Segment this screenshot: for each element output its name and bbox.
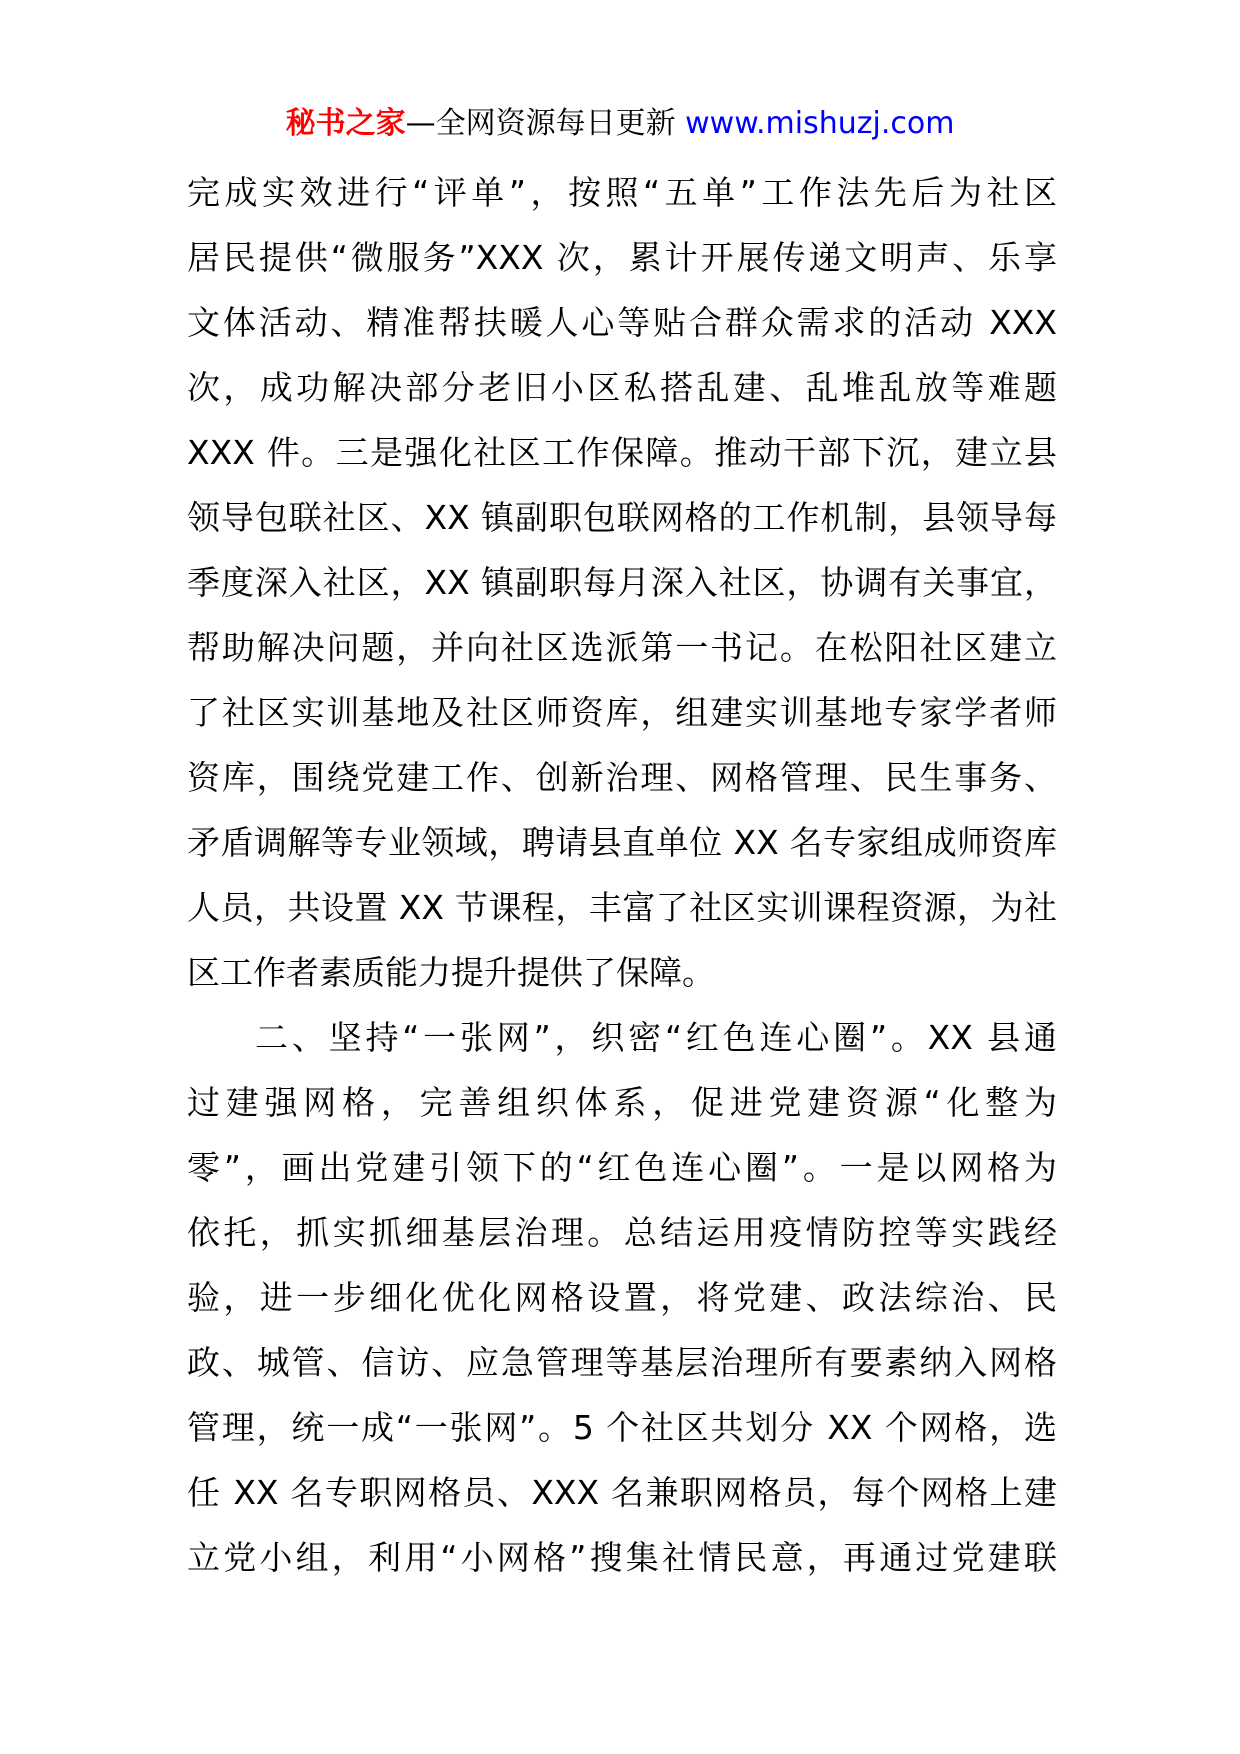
- text-line: 区工作者素质能力提升提供了保障。: [187, 953, 715, 992]
- text-line: 季度深入社区，XX 镇副职每月深入社区，协调有关事宜，: [187, 563, 1057, 602]
- paragraph-1: [187, 160, 1057, 1005]
- text-line: 立党小组，利用“小网格”搜集社情民意，再通过党建联: [187, 1538, 1057, 1577]
- text-line: 矛盾调解等专业领域，聘请县直单位 XX 名专家组成师资库: [187, 823, 1057, 862]
- text-line: 完成实效进行“评单”，按照“五单”工作法先后为社区: [187, 173, 1057, 212]
- text-line: 二、坚持“一张网”，织密“红色连心圈”。XX 县通: [255, 1018, 1057, 1057]
- text-line: 零”，画出党建引领下的“红色连心圈”。一是以网格为: [187, 1148, 1057, 1187]
- header-tagline: —全网资源每日更新: [405, 106, 676, 141]
- text-line: 依托，抓实抓细基层治理。总结运用疫情防控等实践经: [187, 1213, 1057, 1252]
- text-line: 过建强网格，完善组织体系，促进党建资源“化整为: [187, 1083, 1057, 1122]
- document-body: [187, 160, 1057, 1590]
- text-line: 帮助解决问题，并向社区选派第一书记。在松阳社区建立: [187, 628, 1057, 667]
- text-line: 任 XX 名专职网格员、XXX 名兼职网格员，每个网格上建: [187, 1473, 1057, 1512]
- text-line: 领导包联社区、XX 镇副职包联网格的工作机制，县领导每: [187, 498, 1057, 537]
- text-line: 文体活动、精准帮扶暖人心等贴合群众需求的活动 XXX: [187, 303, 1057, 342]
- text-line: 政、城管、信访、应急管理等基层治理所有要素纳入网格: [187, 1343, 1057, 1382]
- paragraph-2: [187, 1005, 1057, 1590]
- text-line: 资库，围绕党建工作、创新治理、网格管理、民生事务、: [187, 758, 1057, 797]
- text-line: 居民提供“微服务”XXX 次，累计开展传递文明声、乐享: [187, 238, 1057, 277]
- text-line: XXX 件。三是强化社区工作保障。推动干部下沉，建立县: [187, 433, 1057, 472]
- brand-name: 秘书之家: [285, 106, 406, 141]
- text-line: 次，成功解决部分老旧小区私搭乱建、乱堆乱放等难题: [187, 368, 1057, 407]
- page-header: [0, 100, 1240, 148]
- text-line: 了社区实训基地及社区师资库，组建实训基地专家学者师: [187, 693, 1057, 732]
- text-line: 验，进一步细化优化网格设置，将党建、政法综治、民: [187, 1278, 1057, 1317]
- website-url[interactable]: www.mishuzj.com: [685, 106, 955, 141]
- text-line: 人员，共设置 XX 节课程，丰富了社区实训课程资源，为社: [187, 888, 1057, 927]
- text-line: 管理，统一成“一张网”。5 个社区共划分 XX 个网格，选: [187, 1408, 1057, 1447]
